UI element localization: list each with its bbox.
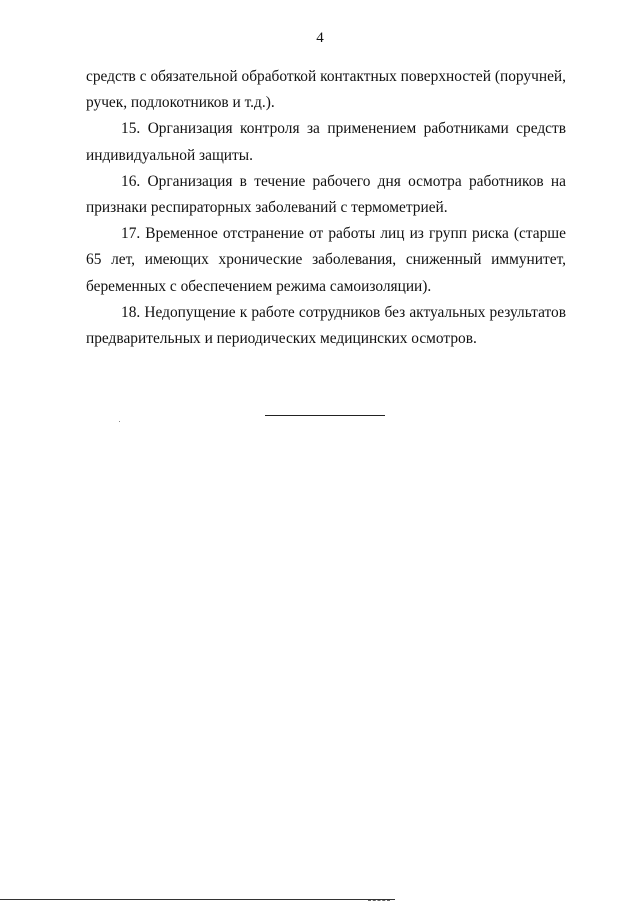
page-number: 4 [316, 30, 324, 46]
scan-speck [119, 421, 120, 422]
paragraph-item-15: 15. Организация контроля за применением работниками средств индивидуальной защиты. [86, 120, 566, 164]
paragraph-continuation: средств с обязательной обработкой контактных поверхностей (поручней, ручек, подлокотников и т.д.). [86, 68, 566, 112]
paragraph-item-18: 18. Недопущение к работе сотрудников без актуальных результатов предварительных и периодических медицинских осмотров. [86, 303, 566, 348]
scan-bottom-edge-line [0, 899, 395, 900]
paragraph-item-17: 17. Временное отстранение от работы лиц из групп риска (старше 65 лет, имеющих хронические заболевания, сниженный иммунитет, беременных с обеспечением режима самоизоляции). [86, 225, 566, 295]
closing-divider-line [265, 415, 385, 416]
scan-bottom-edge-tail [368, 900, 390, 901]
paragraph-item-16: 16. Организация в течение рабочего дня осмотра работников на признаки респираторных заболеваний с термометрией. [86, 172, 566, 217]
document-body [86, 64, 566, 352]
